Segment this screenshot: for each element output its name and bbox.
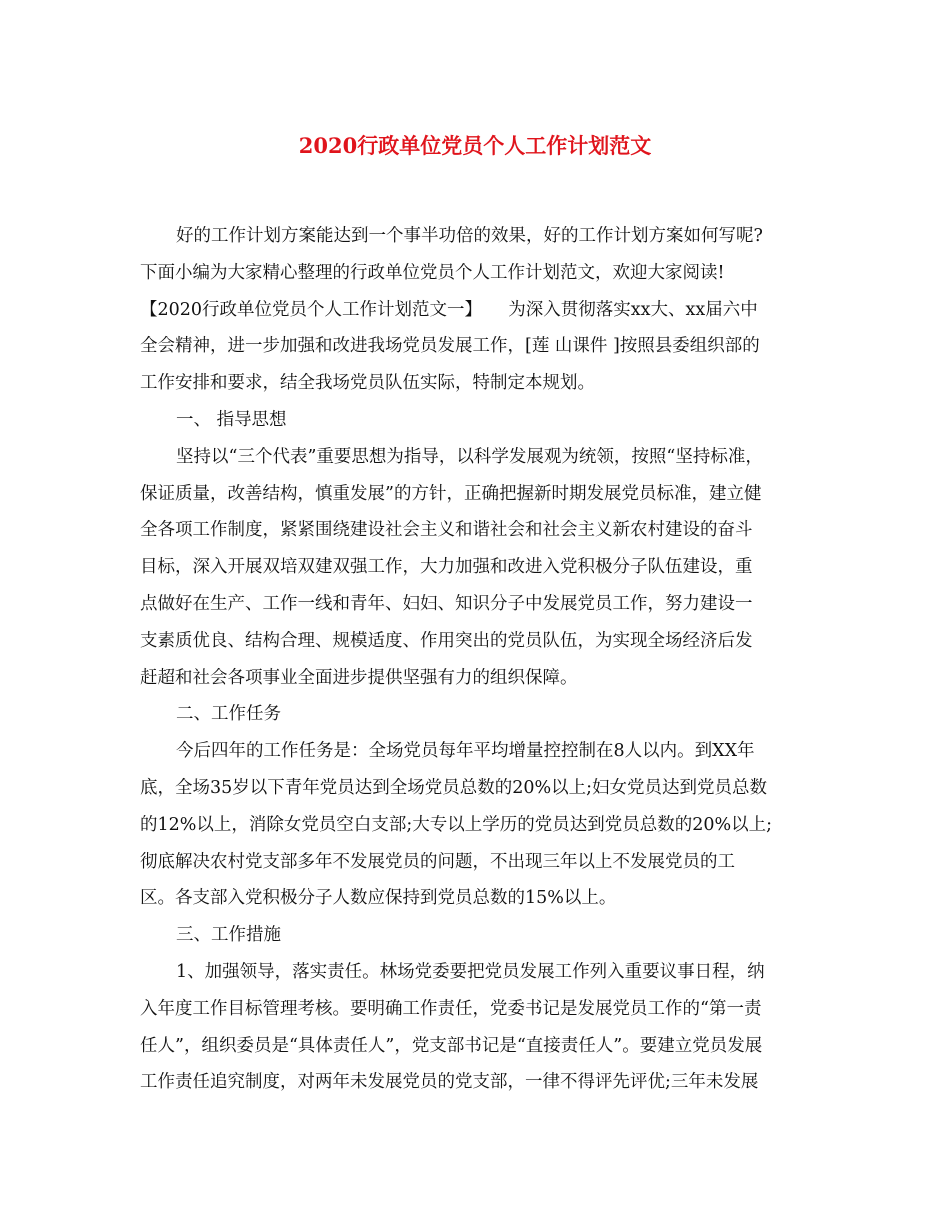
- body-line: 入年度工作目标管理考核。要明确工作责任，党委书记是发展党员工作的“第一责: [140, 998, 762, 1019]
- body-line: 任人”，组织委员是“具体责任人”，党支部书记是“直接责任人”。要建立党员发展: [140, 1035, 763, 1056]
- body-line: 好的工作计划方案能达到一个事半功倍的效果，好的工作计划方案如何写呢?: [176, 226, 763, 246]
- body-line: 底，全场35岁以下青年党员达到全场党员总数的20%以上;妇女党员达到党员总数: [140, 777, 768, 798]
- section-heading: 三、工作措施: [176, 925, 281, 946]
- body-line: 的12%以上，消除女党员空白支部;大专以上学历的党员达到党员总数的20%以上;: [140, 814, 773, 835]
- body-line: 区。各支部入党积极分子人数应保持到党员总数的15%以上。: [140, 888, 617, 909]
- body-line: 今后四年的工作任务是：全场党员每年平均增量控控制在8人以内。到XX年: [176, 741, 755, 762]
- body-line: 全各项工作制度，紧紧围绕建设社会主义和谐社会和社会主义新农村建设的奋斗: [140, 520, 753, 541]
- body-line: 目标，深入开展双培双建双强工作，大力加强和改进入党积极分子队伍建设，重: [140, 557, 753, 578]
- body-line: 【2020行政单位党员个人工作计划范文一】 为深入贯彻落实xx大、xx届六中: [140, 299, 758, 320]
- body-line: 坚持以“三个代表”重要思想为指导，以科学发展观为统领，按照“坚持标准，: [176, 446, 763, 467]
- section-heading: 一、 指导思想: [176, 409, 287, 430]
- body-line: 下面小编为大家精心整理的行政单位党员个人工作计划范文，欢迎大家阅读!: [140, 262, 725, 283]
- body-line: 保证质量，改善结构，慎重发展”的方针，正确把握新时期发展党员标准，建立健: [140, 483, 762, 504]
- body-line: 赶超和社会各项事业全面进步提供坚强有力的组织保障。: [140, 667, 578, 688]
- body-line: 工作责任追究制度，对两年未发展党员的党支部，一律不得评先评优;三年未发展: [140, 1072, 759, 1093]
- body-line: 1、加强领导，落实责任。林场党委要把党员发展工作列入重要议事日程，纳: [176, 961, 765, 982]
- body-line: 工作安排和要求，结全我场党员队伍实际，特制定本规划。: [140, 373, 595, 394]
- body-line: 彻底解决农村党支部多年不发展党员的问题，不出现三年以上不发展党员的工: [140, 851, 735, 872]
- section-heading: 二、工作任务: [176, 704, 281, 725]
- document-title: 2020行政单位党员个人工作计划范文: [298, 133, 652, 158]
- body-line: 支素质优良、结构合理、规模适度、作用突出的党员队伍，为实现全场经济后发: [140, 630, 753, 651]
- document-body: [140, 218, 805, 1101]
- body-line: 点做好在生产、工作一线和青年、妇妇、知识分子中发展党员工作，努力建设一: [140, 593, 753, 614]
- body-line: 全会精神，进一步加强和改进我场党员发展工作，[莲 山课件 ]按照县委组织部的: [140, 336, 760, 357]
